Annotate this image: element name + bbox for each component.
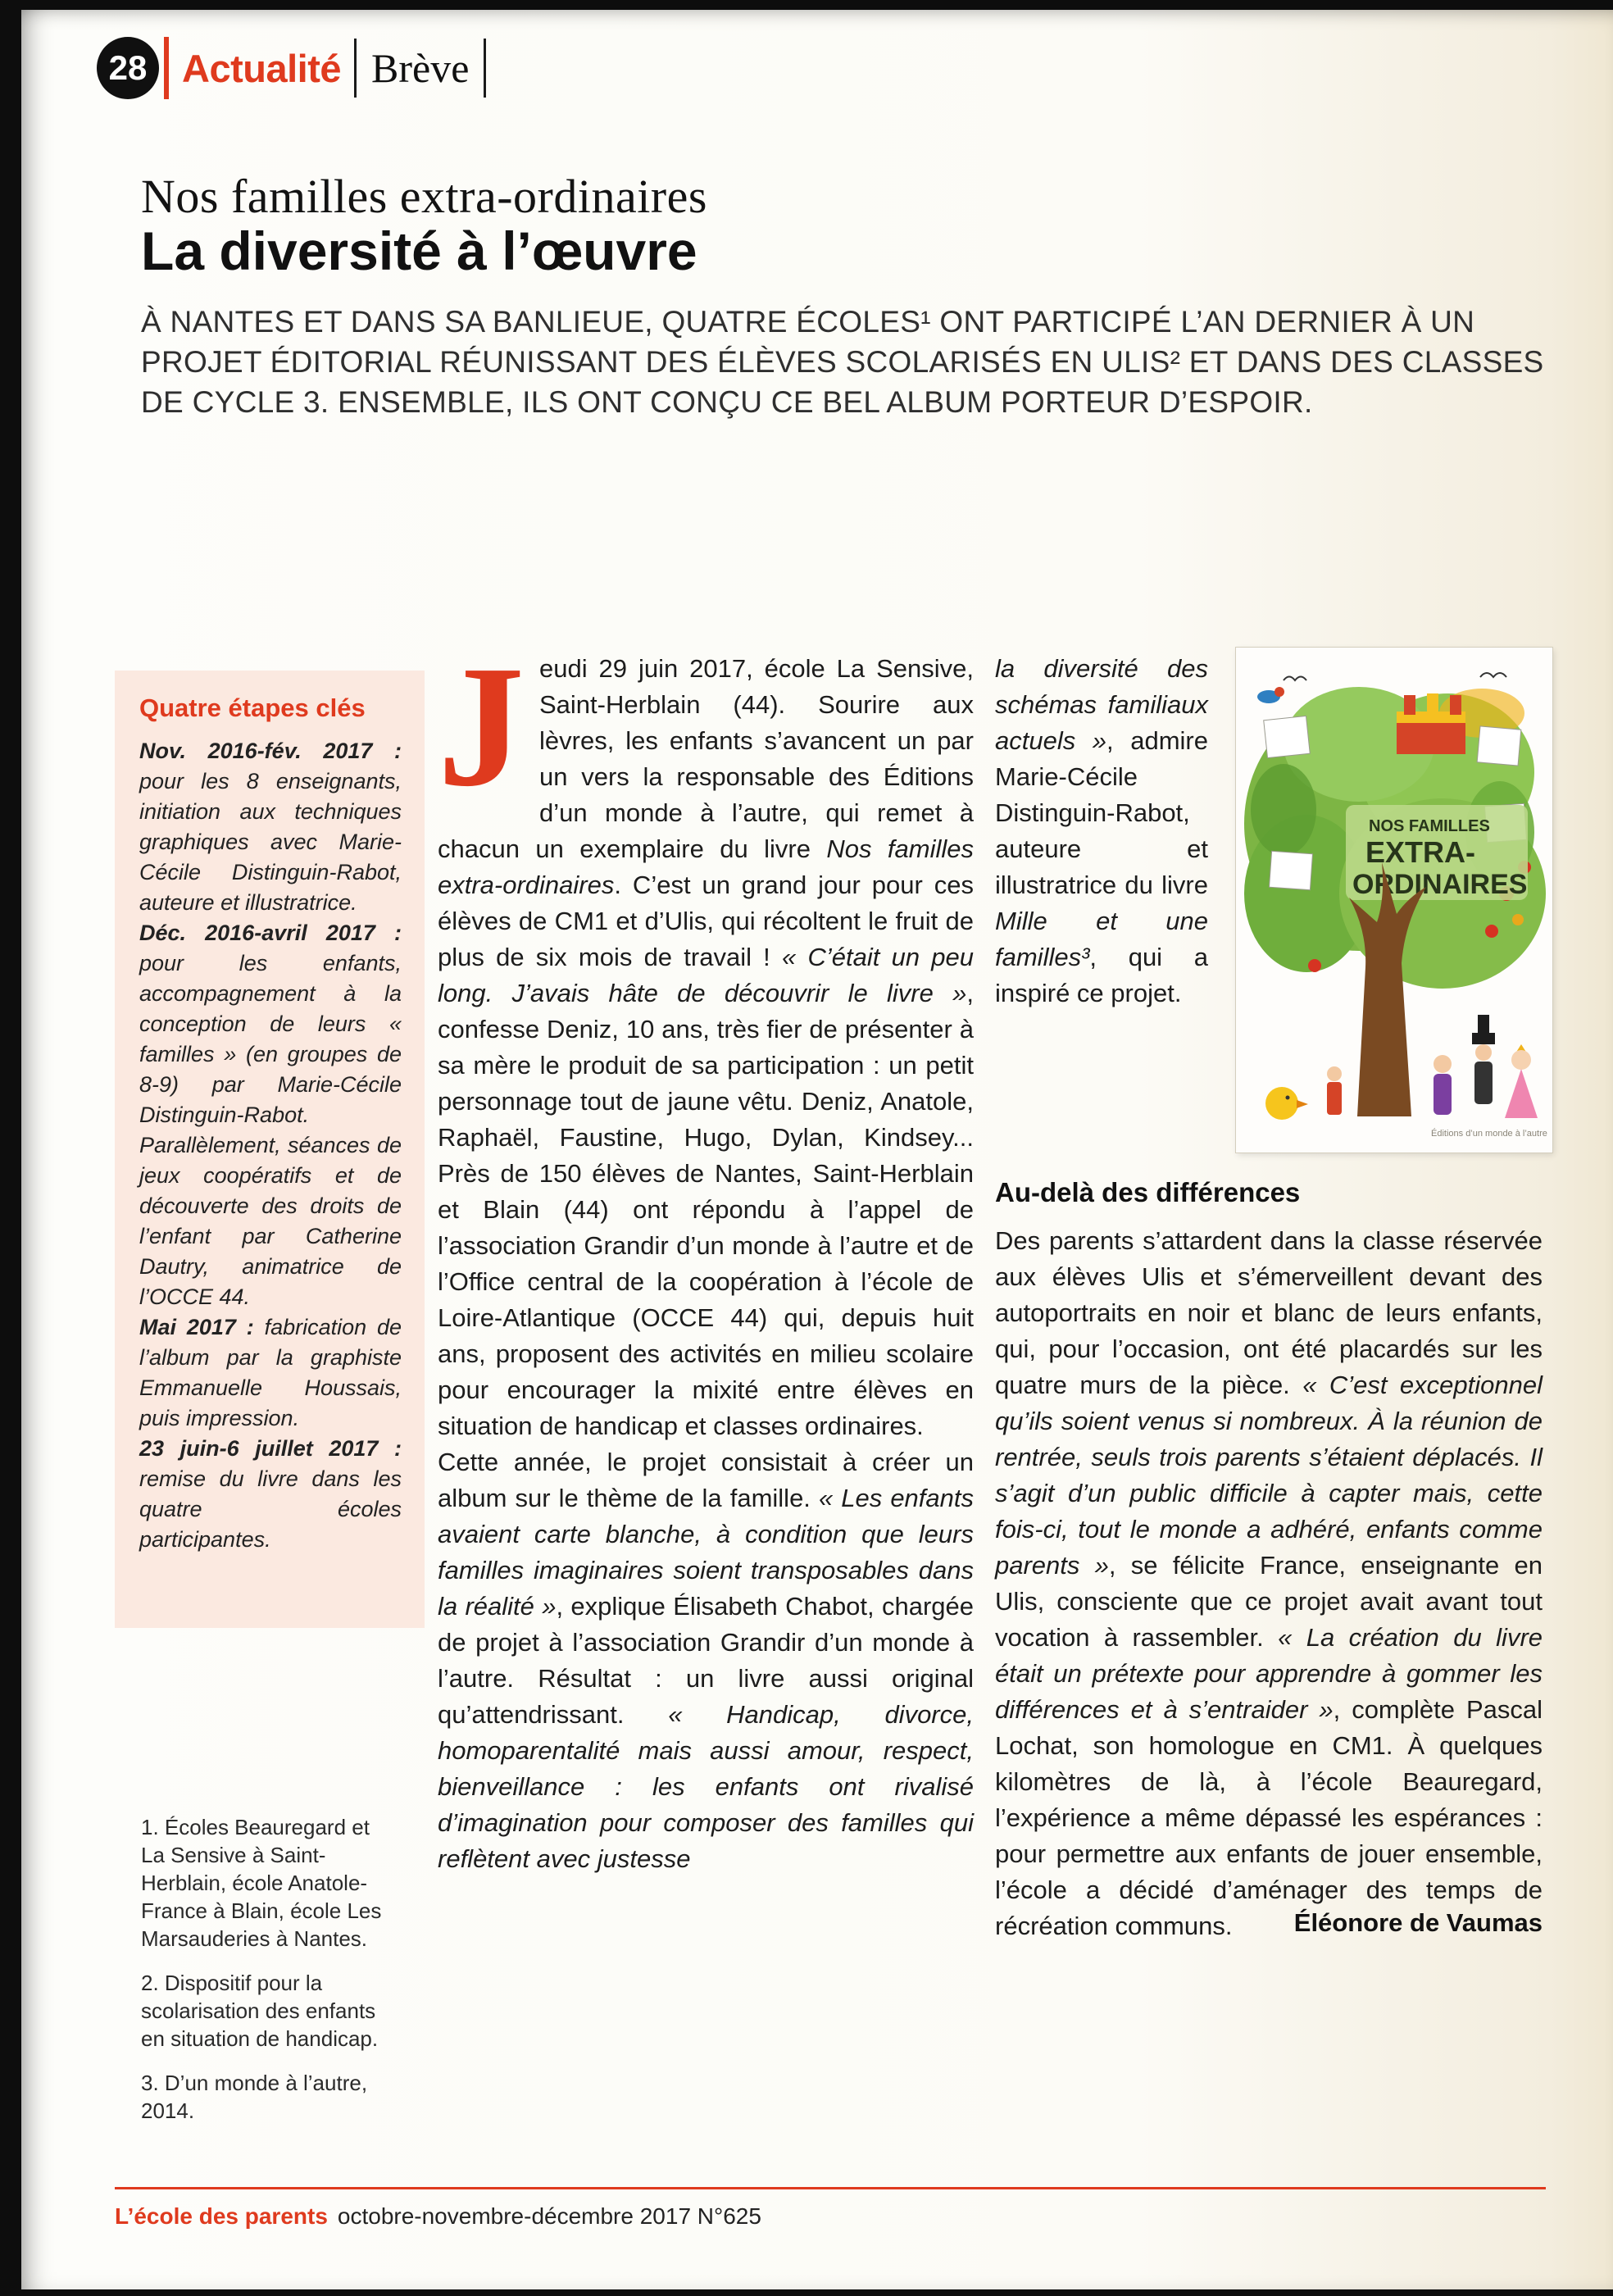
book-cover-illustration	[1236, 648, 1552, 1153]
cover-title-line-2: EXTRA-	[1365, 835, 1475, 869]
castle-drawing	[1397, 693, 1465, 754]
footer-rule	[115, 2187, 1546, 2189]
cover-publisher: Éditions d’un monde à l’autre	[1431, 1129, 1547, 1139]
article-column-right-top	[995, 651, 1208, 1012]
key-steps-title: Quatre étapes clés	[139, 693, 366, 722]
masthead-divider-2	[484, 39, 486, 98]
page-footer	[115, 2203, 761, 2230]
cover-title-panel	[1346, 805, 1528, 900]
byline: Éléonore de Vaumas	[1293, 1908, 1543, 1937]
page-number-badge: 28	[97, 37, 159, 99]
magazine-name: L’école des parents	[115, 2203, 328, 2229]
paragraph-2: Cette année, le projet consistait à créer un album sur le thème de la famille. « Les enfants avaient carte blanche, à condition que leurs familles imaginaires soient transposables dans la réalité », explique Élisabeth Chabot, chargée de projet à l’association Grandir d’un monde à l’autre. Résultat : un livre aussi original qu’attendrissant. « Handicap, divorce, homoparentalité mais aussi amour, respect, bienveillance : les enfants ont rivalisé d’imagination pour composer des familles qui reflètent avec justesse	[438, 1448, 975, 1873]
magazine-page	[21, 10, 1613, 2289]
paragraph-4: Des parents s’attardent dans la classe réservée aux élèves Ulis et s’émerveillent devant des autoportraits en noir et blanc de leurs enfants, qui, pour l’occasion, ont été placardés sur les quatre murs de la pièce. « C’est exceptionnel qu’ils soient venus si nombreux. À la réunion de rentrée, seuls trois parents s’étaient déplacés. Il s’agit d’un public difficile à capter mais, cette fois-ci, tout le monde a adhéré, enfants comme parents », se félicite France, enseignante en Ulis, consciente que ce projet avait avant tout vocation à rassembler. « La création du livre était un prétexte pour apprendre à gommer les différences et à s’entraider », complète Pascal Lochat, son homologue en CM1. À quelques kilomètres de là, à l’école Beauregard, l’expérience a même dépassé les espérances : pour permettre aux enfants de jouer ensemble, l’école a décidé d’aménager des temps de récréation communs.	[995, 1226, 1543, 1940]
masthead	[97, 34, 486, 102]
footnote-3: 3. D’un monde à l’autre, 2014.	[141, 2071, 368, 2123]
paragraph-3: la diversité des schémas familiaux actuels », admire Marie-Cécile Distinguin-Rabot, auteure et illustratrice du livre Mille et une familles³, qui a inspiré ce projet.	[995, 654, 1208, 1007]
drop-cap: J	[438, 630, 525, 822]
footnote-2: 2. Dispositif pour la scolarisation des enfants en situation de handicap.	[141, 1971, 379, 2051]
section-label: Actualité	[182, 46, 341, 90]
key-step-2: Déc. 2016-avril 2017 : pour les enfants, accompagnement à la conception de leurs « familles » (en groupes de 8-9) par Marie-Cécile Distinguin-Rabot. Parallèlement, séances de jeux coopératifs et de découverte des droits de l’enfant par Catherine Dautry, animatrice de l’OCCE 44.	[139, 921, 402, 1309]
paragraph-1	[438, 630, 975, 1444]
masthead-red-divider	[164, 37, 169, 99]
paragraph-1-text: eudi 29 juin 2017, école La Sensive, Saint-Herblain (44). Sourire aux lèvres, les enfants s’avancent un par un vers la responsable des Éditions d’un monde à l’autre, qui remet à chacun un exemplaire du livre Nos familles extra-ordinaires. C’est un grand jour pour ces élèves de CM1 et d’Ulis, qui récoltent le fruit de plus de six mois de travail ! « C’était un peu long. J’avais hâte de découvrir le livre », confesse Deniz, 10 ans, très fier de présenter à sa mère le produit de sa participation : un petit personnage tout de jaune vêtu. Deniz, Anatole, Raphaël, Faustine, Hugo, Dylan, Kindsey... Près de 150 élèves de Nantes, Saint-Herblain et Blain (44) ont répondu à l’appel de l’association Grandir d’un monde à l’autre et de l’Office central de la coopération à l’école de Loire-Atlantique (OCCE 44) qui, depuis huit ans, proposent des activités en milieu scolaire pour encourager la mixité entre élèves en situation de handicap et classes ordinaires.	[438, 654, 975, 1440]
key-step-1: Nov. 2016-fév. 2017 : pour les 8 enseignants, initiation aux techniques graphiques avec Marie-Cécile Distinguin-Rabot, auteure et illustratrice.	[139, 739, 402, 915]
footnotes	[141, 1813, 388, 2141]
cover-title-line-3: ORDINAIRES	[1352, 869, 1528, 900]
book-cover-drawing	[1236, 648, 1552, 1153]
key-step-3: Mai 2017 : fabrication de l’album par la graphiste Emmanuelle Houssais, puis impression.	[139, 1315, 402, 1430]
footnote-1: 1. Écoles Beauregard et La Sensive à Saint-Herblain, école Anatole-France à Blain, école Les Marsauderies à Nantes.	[141, 1815, 382, 1951]
article-column-middle	[438, 630, 975, 1877]
issue-info: octobre-novembre-décembre 2017 N°625	[337, 2203, 761, 2229]
article-kicker: Nos familles extra-ordinaires	[141, 170, 707, 223]
cover-title-line-1: NOS FAMILLES	[1369, 817, 1490, 835]
key-steps-box	[115, 671, 425, 1628]
rubric-label: Brève	[371, 45, 470, 91]
masthead-divider-1	[354, 39, 357, 98]
key-step-4: 23 juin-6 juillet 2017 : remise du livre dans les quatre écoles participantes.	[139, 1436, 402, 1552]
standfirst: À NANTES ET DANS SA BANLIEUE, QUATRE ÉCOLES¹ ONT PARTICIPÉ L’AN DERNIER À UN PROJET ÉDITORIAL RÉUNISSANT DES ÉLÈVES SCOLARISÉS EN ULIS² ET DANS DES CLASSES DE CYCLE 3. ENSEMBLE, ILS ONT CONÇU CE BEL ALBUM PORTEUR D’ESPOIR.	[141, 305, 1544, 419]
article-title: La diversité à l’œuvre	[141, 221, 697, 281]
subheading: Au-delà des différences	[995, 1177, 1301, 1207]
article-column-right-bottom	[995, 1177, 1543, 1938]
